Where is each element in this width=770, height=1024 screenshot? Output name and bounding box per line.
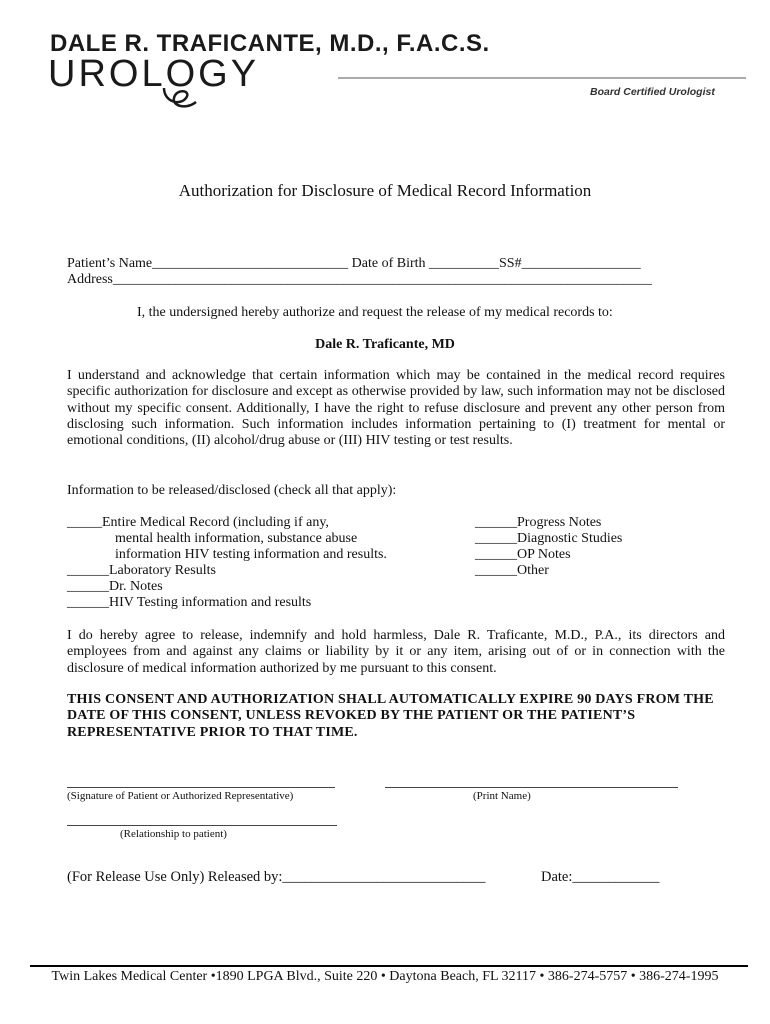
- option-entire-record[interactable]: _____Entire Medical Record (including if any,: [67, 515, 329, 530]
- patient-info-line[interactable]: Patient’s Name____________________________ Date of Birth __________SS#_________________: [67, 256, 641, 271]
- option-other[interactable]: ______Other: [475, 563, 549, 578]
- tagline: Board Certified Urologist: [590, 86, 715, 98]
- request-statement: I, the undersigned hereby authorize and request the release of my medical records to:: [137, 305, 613, 320]
- release-date-line[interactable]: Date:____________: [541, 869, 660, 885]
- print-name-line[interactable]: [385, 787, 678, 788]
- expiry-notice: THIS CONSENT AND AUTHORIZATION SHALL AUTOMATICALLY EXPIRE 90 DAYS FROM THE DATE OF THIS CONSENT, UNLESS REVOKED BY THE PATIENT OR THE PATIENT’S REPRESENTATIVE PRIOR TO THAT TIME.: [67, 692, 714, 740]
- recipient-name: Dale R. Traficante, MD: [315, 337, 455, 352]
- option-dr-notes[interactable]: ______Dr. Notes: [67, 579, 163, 594]
- urology-logo: [46, 54, 756, 114]
- address-line[interactable]: Address_____________________________________________________________________________: [67, 272, 652, 287]
- form-title: Authorization for Disclosure of Medical Record Information: [178, 181, 592, 200]
- logo-wordmark: UROLOGY: [48, 54, 260, 95]
- option-progress-notes[interactable]: ______Progress Notes: [475, 515, 602, 530]
- acknowledgement-paragraph: I understand and acknowledge that certain information which may be contained in the medical record requires specific authorization for disclosure and except as otherwise provided by law, such information may not be disclosed without my specific consent. Additionally, I have the right to refuse disclosure and prevent any other person from disclosing such information. Such information includes information pertaining to (I) treatment for mental or emotional conditions, (II) alcohol/drug abuse or (III) HIV testing or test results.: [67, 368, 725, 449]
- doctor-name-heading: DALE R. TRAFICANTE, M.D., F.A.C.S.: [50, 30, 490, 57]
- check-prompt: Information to be released/disclosed (check all that apply):: [67, 483, 397, 498]
- indemnify-paragraph: I do hereby agree to release, indemnify and hold harmless, Dale R. Traficante, M.D., P.A., its directors and employees from and against any claims or liability by it or any item, arising out of or in connection with the disclosure of medical information authorized by me pursuant to this consent.: [67, 628, 725, 676]
- option-entire-record-cont-2: information HIV testing information and results.: [115, 547, 387, 562]
- released-by-line[interactable]: (For Release Use Only) Released by:____________________________: [67, 869, 486, 885]
- footer-divider: [30, 965, 748, 967]
- signature-label: (Signature of Patient or Authorized Representative): [67, 790, 294, 802]
- option-laboratory-results[interactable]: ______Laboratory Results: [67, 563, 216, 578]
- signature-line[interactable]: [67, 787, 335, 788]
- print-name-label: (Print Name): [473, 790, 531, 802]
- option-hiv-testing[interactable]: ______HIV Testing information and results: [67, 595, 312, 610]
- relationship-label: (Relationship to patient): [120, 828, 227, 840]
- option-entire-record-cont-1: mental health information, substance abuse: [115, 531, 358, 546]
- relationship-line[interactable]: [67, 825, 337, 826]
- footer-address: Twin Lakes Medical Center •1890 LPGA Blvd., Suite 220 • Daytona Beach, FL 32117 • 386-274-5757 • 386-274-1995: [51, 969, 719, 984]
- option-diagnostic-studies[interactable]: ______Diagnostic Studies: [475, 531, 623, 546]
- option-op-notes[interactable]: ______OP Notes: [475, 547, 571, 562]
